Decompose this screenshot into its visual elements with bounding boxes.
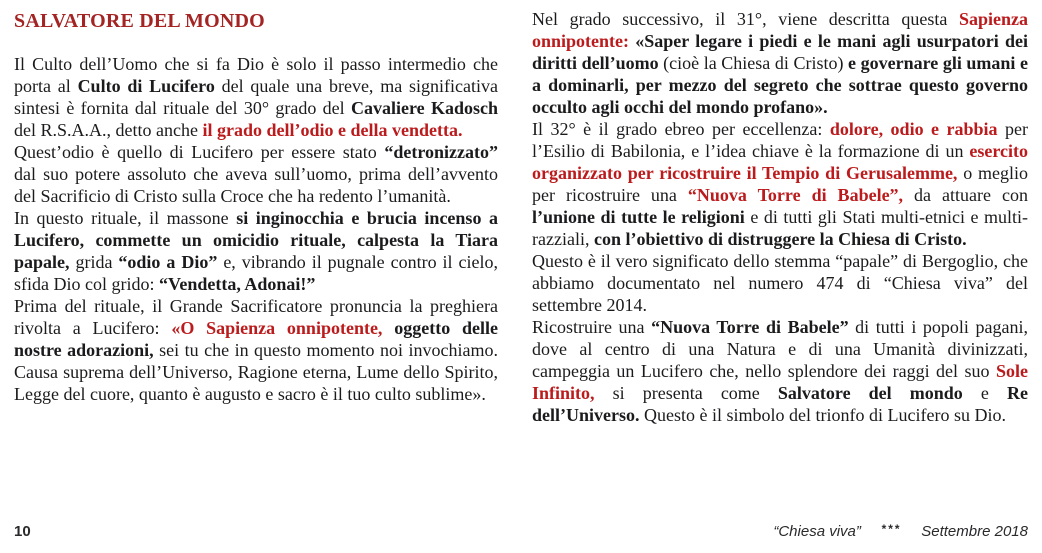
paragraph-right-3: [532, 250, 1028, 316]
paragraph-right-4: [532, 316, 1028, 426]
text-segment: esercito organizzato per ricostruire il Tempio di Gerusalemme,: [532, 141, 1028, 183]
text-segment: «Saper legare i piedi e le mani agli usurpatori dei diritti dell’uomo: [532, 31, 1028, 73]
article-title: SALVATORE DEL MONDO: [14, 10, 265, 32]
text-segment: Cavaliere Kadosch: [351, 98, 498, 118]
text-segment: «O Sapienza onnipotente,: [171, 318, 383, 338]
text-segment: “Vendetta, Adonai!”: [158, 274, 316, 294]
text-segment: Sole Infinito,: [532, 361, 1028, 403]
text-segment: Questo è il vero significato dello stemma “papale” di Bergoglio, che abbiamo documentato nel numero 474 di “Chiesa viva” del settembre 2014.: [532, 251, 1028, 315]
text-segment: e governare gli umani e a dominarli, per mezzo del segreto che sottrae questo governo occulto agli occhi del mondo profano».: [532, 53, 1028, 117]
footer-separator: ***: [881, 522, 902, 536]
text-segment: con l’obiettivo di distruggere la Chiesa di Cristo.: [593, 229, 967, 249]
text-segment: Prima del rituale, il Grande Sacrificatore pronuncia la preghiera rivolta a Lucifero:: [14, 296, 498, 338]
text-segment: Re dell’Universo.: [532, 383, 1028, 425]
text-segment: Quest’odio è quello di Lucifero per essere stato: [14, 142, 385, 162]
text-segment: si presenta come: [594, 383, 778, 403]
text-segment: In questo rituale, il massone: [14, 208, 237, 228]
text-segment: dal suo potere assoluto che aveva sull’uomo, prima dell’avvento del Sacrificio di Cristo sulla Croce che ha redento l’umanità.: [14, 164, 498, 206]
page-number: 10: [14, 523, 31, 540]
text-segment: Ricostruire una: [532, 317, 652, 337]
paragraph-right-1: [532, 8, 1028, 118]
text-segment: per l’Esilio di Babilonia, e l’idea chiave è la formazione di un: [532, 119, 1028, 161]
text-segment: “detronizzato”: [384, 142, 498, 162]
article-body: [14, 8, 1028, 426]
text-segment: del R.S.A.A., detto anche: [14, 120, 203, 140]
right-column: [532, 8, 1028, 426]
text-segment: “Nuova Torre di Babele”: [651, 317, 849, 337]
text-segment: l’unione di tutte le religioni: [532, 207, 745, 227]
issue-date: Settembre 2018: [921, 523, 1028, 540]
text-segment: di tutti i popoli pagani, dove al centro di una Natura e di una Umanità divinizzati, campeggia un Lucifero che, nello splendore dei raggi del suo: [532, 317, 1028, 381]
text-segment: Salvatore del mondo: [777, 383, 963, 403]
text-segment: grida: [69, 252, 119, 272]
text-segment: il grado dell’odio e della vendetta.: [202, 120, 463, 140]
text-segment: e di tutti gli Stati multi-etnici e multi-razziali,: [532, 207, 1029, 249]
page-footer: [14, 523, 1028, 540]
text-segment: Sapienza onnipotente:: [532, 9, 1028, 51]
paragraph-left-1: [14, 53, 498, 141]
text-segment: del quale una breve, ma significativa sintesi è fornita dal rituale del 30° grado del: [14, 76, 498, 118]
text-segment: da attuare con: [903, 185, 1028, 205]
paragraph-left-2: [14, 141, 498, 207]
paragraph-right-2: [532, 118, 1028, 250]
text-segment: Il Culto dell’Uomo che si fa Dio è solo il passo intermedio che porta al: [14, 54, 498, 96]
text-segment: o meglio per ricostruire una: [532, 163, 1028, 205]
text-segment: Culto di Lucifero: [77, 76, 215, 96]
text-segment: e: [962, 383, 1007, 403]
text-segment: “Nuova Torre di Babele”,: [687, 185, 904, 205]
left-column: [14, 8, 498, 426]
journal-name: “Chiesa viva”: [773, 523, 861, 540]
text-segment: dolore, odio e rabbia: [829, 119, 998, 139]
paragraph-left-4: [14, 295, 498, 405]
text-segment: Questo è il simbolo del trionfo di Lucifero su Dio.: [639, 405, 1006, 425]
text-segment: (cioè la Chiesa di Cristo): [658, 53, 849, 73]
text-segment: e, vibrando il pugnale contro il cielo, sfida Dio col grido:: [14, 252, 499, 294]
text-segment: “odio a Dio”: [118, 252, 218, 272]
text-segment: oggetto delle nostre adorazioni,: [14, 318, 498, 360]
text-segment: si inginocchia e brucia incenso a Lucifero, commette un omicidio rituale, calpesta la Tiara papale,: [14, 208, 498, 272]
text-segment: sei tu che in questo momento noi invochiamo. Causa suprema dell’Universo, Ragione eterna, Lume dello Spirito, Legge del cuore, quanto è augusto e sacro è il tuo culto sublime».: [14, 340, 498, 404]
text-segment: Nel grado successivo, il 31°, viene descritta questa: [532, 9, 959, 29]
footer-citation: [773, 523, 1028, 540]
text-segment: Il 32° è il grado ebreo per eccellenza:: [532, 119, 830, 139]
paragraph-left-3: [14, 207, 498, 295]
